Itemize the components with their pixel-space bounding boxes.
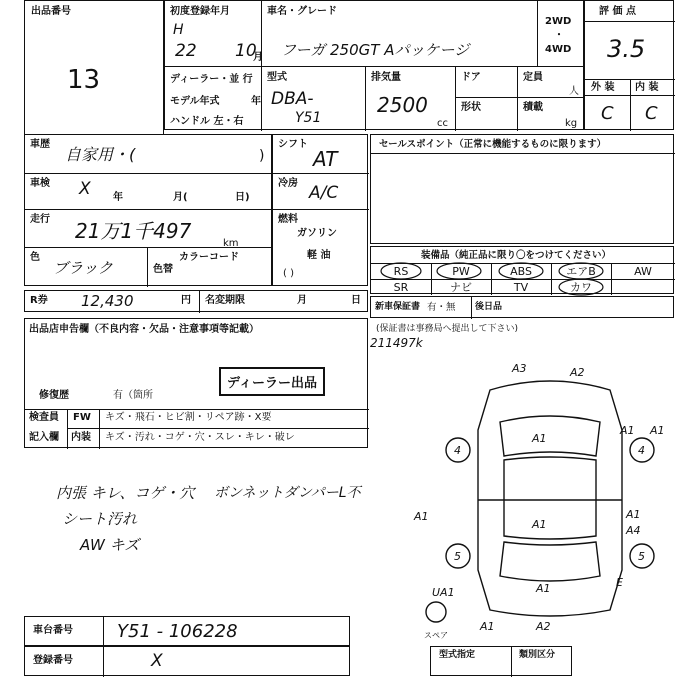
lot-number-box	[24, 0, 164, 138]
damage-mark-4: A1	[532, 518, 547, 531]
lot-number-label: 出品番号	[31, 6, 71, 17]
displacement-value: 2500	[377, 93, 428, 117]
dealer-listing-stamp: ディーラー出品	[219, 367, 325, 396]
shift-label: シフト	[278, 139, 308, 150]
drive-2wd-label: 2WD	[545, 16, 572, 27]
sales-point-label: セールスポイント（正常に機能するものに限ります）	[379, 139, 607, 150]
roof	[504, 457, 596, 539]
fuel-other: ( )	[283, 268, 294, 279]
seller-report-label: 出品店申告欄（不良内容・欠品・注意事項等記載）	[29, 324, 259, 335]
inspector-label: 検査員	[29, 412, 59, 423]
damage-mark-2: A1	[532, 432, 547, 445]
damage-mark-5: A1	[626, 508, 641, 521]
name-change-day: 日	[351, 295, 361, 306]
tire-number-1: 4	[638, 444, 645, 457]
equip-abs: ABS	[510, 265, 532, 278]
history-label: 車歴	[30, 139, 50, 150]
interior-items: キズ・汚れ・コゲ・穴・スレ・キレ・破レ	[105, 432, 295, 443]
mileage-label: 走行	[30, 214, 50, 225]
score-box	[584, 0, 674, 130]
damage-mark-1: A2	[570, 366, 585, 379]
recorder-label: 記入欄	[29, 432, 59, 443]
inspection-day: 日)	[235, 192, 250, 203]
equip-sr: SR	[393, 281, 409, 294]
equip-rs: RS	[393, 265, 409, 278]
fuel-label: 燃料	[278, 214, 298, 225]
interior-grade-value: C	[645, 103, 658, 124]
damage-mark-3: A1	[620, 424, 635, 437]
capacity-label: 定員	[523, 72, 543, 83]
shape-label: 形状	[461, 102, 481, 113]
inspection-value: X	[79, 179, 91, 199]
drivetrain-box	[272, 134, 368, 286]
month-unit: 月	[253, 52, 263, 63]
equip-aw: AW	[634, 265, 652, 278]
load-label: 積載	[523, 102, 543, 113]
sales-point-box	[370, 134, 674, 244]
interior-grade-label: 内 装	[635, 82, 659, 93]
damage-mark-8: A1	[536, 582, 551, 595]
damage-mark-10: UA1	[432, 586, 455, 599]
damage-mark-6: A1	[414, 510, 429, 523]
chassis-box	[24, 616, 350, 646]
ac-value: A/C	[309, 183, 339, 203]
cc-unit: cc	[437, 118, 448, 129]
equip-airbag: エアB	[566, 265, 596, 278]
equipment-circle-marks	[371, 247, 675, 295]
color-value: ブラック	[53, 259, 113, 277]
warranty-mileage-note: 211497k	[370, 336, 423, 350]
fuel-gasoline: ガソリン	[297, 228, 337, 239]
damage-mark-9: E	[616, 576, 623, 589]
spare-label: スペア	[424, 631, 448, 640]
recycle-label: R券	[30, 295, 48, 306]
inspection-label: 車検	[30, 178, 50, 189]
spare-tire	[426, 602, 446, 622]
tire-number-0: 4	[454, 444, 461, 457]
equipment-label: 装備品（純正品に限り〇をつけてください）	[421, 250, 612, 261]
score-value: 3.5	[607, 35, 646, 63]
car-name-label: 車名・グレード	[267, 6, 337, 17]
ac-label: 冷房	[278, 178, 298, 189]
post-delivery-label: 後日品	[475, 302, 503, 312]
model-type-code: Y51	[295, 110, 322, 126]
first-registration-era: H	[173, 22, 184, 38]
door-label: ドア	[461, 72, 481, 83]
type-designation-label: 型式指定	[439, 650, 476, 660]
equip-tv: TV	[513, 281, 529, 294]
vehicle-header-box	[164, 0, 584, 130]
warranty-label: 新車保証書	[375, 302, 421, 312]
inspection-year: 年	[113, 192, 123, 203]
color-label: 色	[30, 252, 40, 263]
color-code-label: カラーコード	[179, 252, 239, 263]
chassis-label: 車台番号	[33, 625, 73, 636]
history-close: )	[259, 148, 265, 164]
registration-box	[24, 646, 350, 676]
first-registration-month: 10	[235, 41, 257, 61]
shift-value: AT	[313, 147, 338, 171]
recycle-box	[24, 290, 368, 312]
equip-pw: PW	[452, 265, 470, 278]
tire-number-2: 5	[454, 550, 461, 563]
fw-items: キズ・飛石・ヒビ割・リペア跡・X要	[105, 412, 272, 423]
model-year-unit: 年	[251, 96, 261, 107]
fw-label: FW	[73, 412, 91, 423]
model-year-label: モデル年式	[170, 96, 220, 107]
chassis-value: Y51 - 106228	[117, 621, 238, 642]
equip-navi: ナビ	[450, 281, 472, 294]
score-label: 評 価 点	[599, 6, 636, 17]
name-change-label: 名変期限	[205, 295, 245, 306]
warranty-value: 有・無	[427, 302, 456, 313]
equip-leather: カワ	[570, 281, 592, 294]
inspection-month: 月(	[173, 192, 188, 203]
note-line-2: ボンネットダンパーL不	[214, 485, 361, 501]
note-line-4: AW キズ	[80, 536, 140, 554]
capacity-unit: 人	[569, 86, 579, 97]
damage-mark-7: A4	[626, 524, 641, 537]
damage-mark-13: A1	[650, 424, 665, 437]
warranty-box	[370, 296, 674, 318]
warranty-note: (保証書は事務局へ提出して下さい)	[376, 324, 519, 334]
displacement-label: 排気量	[371, 72, 401, 83]
first-registration-label: 初度登録年月	[170, 6, 230, 17]
lot-number-value: 13	[67, 65, 101, 95]
exterior-grade-label: 外 装	[591, 82, 615, 93]
damage-mark-0: A3	[512, 362, 527, 375]
registration-label: 登録番号	[33, 655, 73, 666]
handle-label: ハンドル 左・右	[170, 116, 244, 127]
class-label: 類別区分	[519, 650, 556, 660]
color-change-label: 色替	[153, 264, 173, 275]
damage-mark-11: A1	[480, 620, 495, 633]
type-designation-box	[430, 646, 572, 676]
model-type-label: 型式	[267, 72, 287, 83]
equipment-box	[370, 246, 674, 294]
interior-check-label: 内装	[71, 432, 91, 443]
name-change-month: 月	[297, 295, 307, 306]
fuel-diesel: 軽 油	[307, 250, 331, 261]
load-unit: kg	[565, 118, 578, 129]
repair-history-label: 修復歴	[39, 390, 69, 401]
drive-4wd-label: 4WD	[545, 44, 572, 55]
damage-mark-12: A2	[536, 620, 551, 633]
recycle-yen: 円	[181, 295, 191, 306]
history-value: 自家用・(	[65, 145, 136, 164]
car-name-value: フーガ 250GT Aパッケージ	[281, 41, 470, 59]
seller-report-box	[24, 318, 368, 448]
mileage-value: 21万1千497	[75, 219, 192, 243]
note-line-1: 内張 キレ、コゲ・穴	[56, 484, 195, 502]
exterior-grade-value: C	[601, 103, 614, 124]
windshield	[500, 416, 600, 456]
repair-history-value: 有（箇所	[113, 390, 153, 401]
car-damage-diagram	[414, 360, 680, 640]
note-line-3: シート汚れ	[62, 510, 138, 528]
km-unit: km	[223, 238, 239, 249]
dealer-label: ディーラー・並 行	[170, 74, 253, 85]
rear-window	[500, 542, 600, 581]
model-type-value: DBA-	[271, 89, 314, 109]
tire-number-3: 5	[638, 550, 645, 563]
drive-dot: ・	[554, 30, 564, 41]
vehicle-history-box	[24, 134, 272, 286]
first-registration-year: 22	[175, 41, 197, 61]
registration-value: X	[151, 651, 163, 671]
recycle-value: 12,430	[81, 292, 134, 310]
